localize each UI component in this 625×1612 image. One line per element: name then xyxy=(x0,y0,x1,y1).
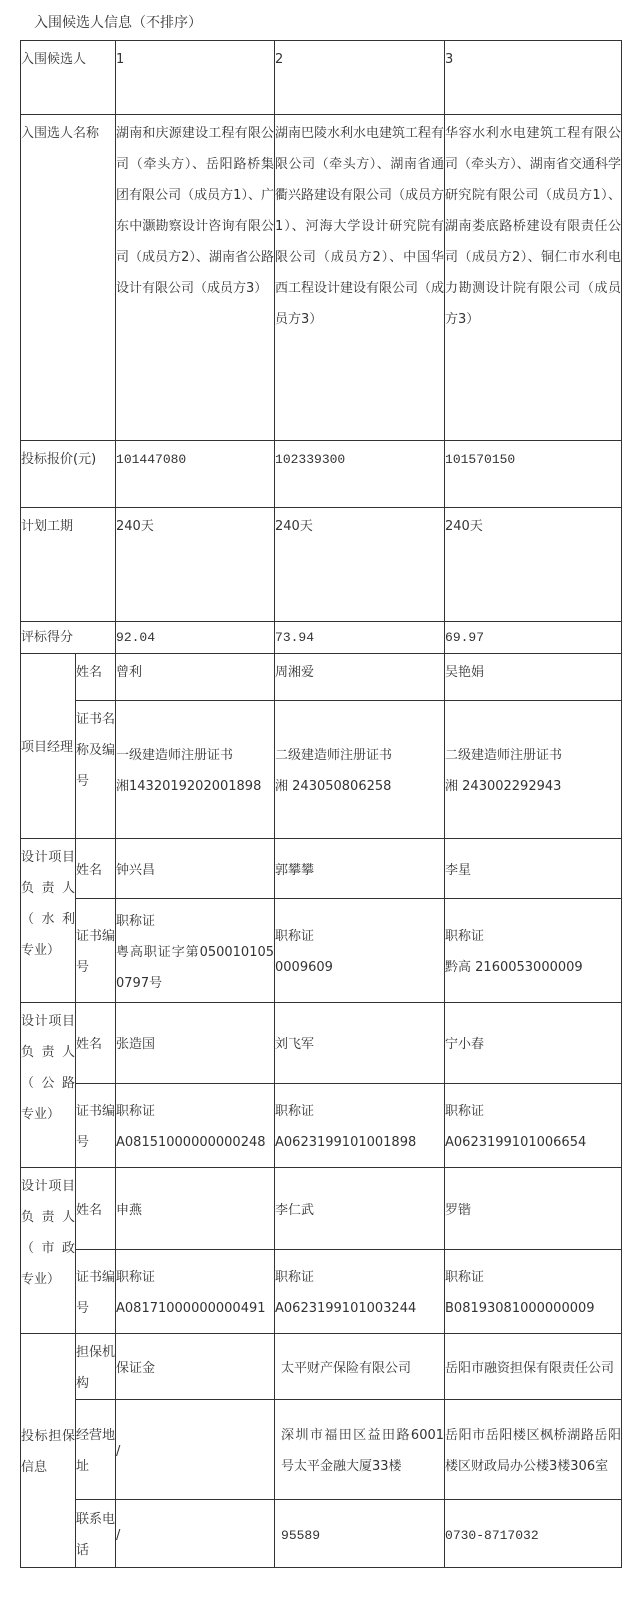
water-cert-1-title: 职称证 xyxy=(116,913,156,929)
road-name-1: 张造国 xyxy=(116,1003,275,1084)
header-label: 入围候选人 xyxy=(21,41,116,115)
price-row-label: 投标报价(元) xyxy=(21,441,116,508)
water-cert-1-number: 粤高职证字第0500101050797号 xyxy=(116,944,275,991)
guarantee-phone-2: 95589 xyxy=(275,1500,445,1568)
water-name-row xyxy=(21,839,622,899)
pm-cert-3-number: 湘 243002292943 xyxy=(445,779,562,794)
pm-name-2: 周湘爱 xyxy=(275,654,445,701)
muni-cert-3 xyxy=(445,1250,622,1334)
muni-cert-2-number: A0623199101003244 xyxy=(275,1301,417,1316)
guarantee-agency-1: 保证金 xyxy=(116,1334,275,1400)
water-cert-3-number: 黔高 2160053000009 xyxy=(445,960,583,975)
guarantee-address-label: 经营地址 xyxy=(76,1400,116,1500)
muni-name-3: 罗锴 xyxy=(445,1168,622,1250)
road-cert-label: 证书编号 xyxy=(76,1084,116,1168)
muni-cert-label: 证书编号 xyxy=(76,1250,116,1334)
guarantee-phone-row xyxy=(21,1500,622,1568)
road-cert-3-title: 职称证 xyxy=(445,1104,485,1119)
candidate-2-index: 2 xyxy=(275,41,445,115)
guarantee-address-2: 深圳市福田区益田路6001号太平金融大厦33楼 xyxy=(275,1400,445,1500)
water-cert-label: 证书编号 xyxy=(76,899,116,1003)
water-cert-2-number: 0009609 xyxy=(275,960,333,975)
road-name-2: 刘飞军 xyxy=(275,1003,445,1084)
score-row xyxy=(21,622,622,654)
guarantee-label: 投标担保信息 xyxy=(21,1334,76,1568)
water-cert-row xyxy=(21,899,622,1003)
road-cert-3 xyxy=(445,1084,622,1168)
guarantee-address-3: 岳阳市岳阳楼区枫桥湖路岳阳楼区财政局办公楼3楼306室 xyxy=(445,1400,622,1500)
candidate-3-score: 69.97 xyxy=(445,622,622,654)
candidate-2-period: 240天 xyxy=(275,508,445,622)
muni-label: 设计项目负责人（市政 专业） xyxy=(21,1168,76,1334)
candidate-1-index: 1 xyxy=(116,41,275,115)
water-cert-1 xyxy=(116,899,275,1003)
road-cert-1 xyxy=(116,1084,275,1168)
water-cert-3 xyxy=(445,899,622,1003)
pm-cert-1-number: 湘1432019202001898 xyxy=(116,779,262,794)
candidate-2-price: 102339300 xyxy=(275,441,445,508)
guarantee-agency-row xyxy=(21,1334,622,1400)
muni-name-2: 李仁武 xyxy=(275,1168,445,1250)
pm-label: 项目经理 xyxy=(21,654,76,839)
muni-cert-row xyxy=(21,1250,622,1334)
candidate-3-price: 101570150 xyxy=(445,441,622,508)
candidate-3-name: 华容水利水电建筑工程有限公司（牵头方）、湖南省交通科学研究院有限公司（成员方1）、湖南娄底路桥建设有限责任公司（成员方2）、铜仁市水利电力勘测设计院有限公司（成员方3） xyxy=(445,115,622,441)
guarantee-phone-label: 联系电话 xyxy=(76,1500,116,1568)
pm-cert-2-number: 湘 243050806258 xyxy=(275,779,392,794)
water-name-2: 郭攀攀 xyxy=(275,839,445,899)
road-name-row xyxy=(21,1003,622,1084)
road-cert-1-title: 职称证 xyxy=(116,1104,156,1119)
score-row-label: 评标得分 xyxy=(21,622,116,654)
candidate-1-period: 240天 xyxy=(116,508,275,622)
muni-cert-1 xyxy=(116,1250,275,1334)
price-row xyxy=(21,441,622,508)
guarantee-address-1: / xyxy=(116,1400,275,1500)
pm-cert-1 xyxy=(116,701,275,839)
road-cert-1-number: A08151000000000248 xyxy=(116,1135,266,1150)
pm-cert-2-title: 二级建造师注册证书 xyxy=(275,748,393,763)
guarantee-phone-1: / xyxy=(116,1500,275,1568)
guarantee-agency-3: 岳阳市融资担保有限责任公司 xyxy=(445,1334,622,1400)
water-label: 设计项目负责人（水利 专业） xyxy=(21,839,76,1003)
muni-cert-2-title: 职称证 xyxy=(275,1270,315,1285)
muni-cert-2 xyxy=(275,1250,445,1334)
pm-cert-label: 证书名称及编号 xyxy=(76,701,116,839)
road-name-3: 宁小春 xyxy=(445,1003,622,1084)
candidate-1-score: 92.04 xyxy=(116,622,275,654)
pm-cert-row xyxy=(21,701,622,839)
guarantee-agency-2: 太平财产保险有限公司 xyxy=(275,1334,445,1400)
candidate-3-period: 240天 xyxy=(445,508,622,622)
water-name-label: 姓名 xyxy=(76,839,116,899)
candidate-2-name: 湖南巴陵水利水电建筑工程有限公司（牵头方）、湖南省通衢兴路建设有限公司（成员方1）、河海大学设计研究院有限公司（成员方2）、中国华西工程设计建设有限公司（成员方3） xyxy=(275,115,445,441)
pm-name-3: 吴艳娟 xyxy=(445,654,622,701)
road-name-label: 姓名 xyxy=(76,1003,116,1084)
pm-cert-3 xyxy=(445,701,622,839)
table-caption: 入围候选人信息（不排序） xyxy=(34,15,202,31)
water-cert-3-title: 职称证 xyxy=(445,929,485,944)
muni-name-row xyxy=(21,1168,622,1250)
pm-name-label: 姓名 xyxy=(76,654,116,701)
road-cert-3-number: A0623199101006654 xyxy=(445,1135,587,1150)
candidate-2-score: 73.94 xyxy=(275,622,445,654)
water-name-3: 李星 xyxy=(445,839,622,899)
name-row xyxy=(21,115,622,441)
candidate-table xyxy=(20,40,622,1568)
muni-name-label: 姓名 xyxy=(76,1168,116,1250)
road-cert-2 xyxy=(275,1084,445,1168)
muni-cert-1-number: A08171000000000491 xyxy=(116,1301,266,1316)
guarantee-address-row xyxy=(21,1400,622,1500)
muni-cert-1-title: 职称证 xyxy=(116,1270,156,1285)
pm-name-1: 曾利 xyxy=(116,654,275,701)
period-row-label: 计划工期 xyxy=(21,508,116,622)
water-name-1: 钟兴昌 xyxy=(116,839,275,899)
pm-name-row xyxy=(21,654,622,701)
water-cert-2-title: 职称证 xyxy=(275,929,315,944)
road-label: 设计项目负责人（公路 专业） xyxy=(21,1003,76,1168)
pm-cert-2 xyxy=(275,701,445,839)
water-cert-2 xyxy=(275,899,445,1003)
candidate-3-index: 3 xyxy=(445,41,622,115)
pm-cert-3-title: 二级建造师注册证书 xyxy=(445,748,563,763)
name-row-label: 入围选人名称 xyxy=(21,115,116,441)
candidate-1-price: 101447080 xyxy=(116,441,275,508)
road-cert-2-title: 职称证 xyxy=(275,1104,315,1119)
muni-cert-3-number: B08193081000000009 xyxy=(445,1301,595,1316)
guarantee-phone-3: 0730-8717032 xyxy=(445,1500,622,1568)
muni-name-1: 申燕 xyxy=(116,1168,275,1250)
guarantee-agency-label: 担保机构 xyxy=(76,1334,116,1400)
road-cert-row xyxy=(21,1084,622,1168)
header-row xyxy=(21,41,622,115)
candidate-1-name: 湖南和庆源建设工程有限公司（牵头方）、岳阳路桥集团有限公司（成员方1）、广东中灏勘察设计咨询有限公司（成员方2）、湖南省公路设计有限公司（成员方3） xyxy=(116,115,275,441)
pm-cert-1-title: 一级建造师注册证书 xyxy=(116,748,234,763)
road-cert-2-number: A0623199101001898 xyxy=(275,1135,417,1150)
muni-cert-3-title: 职称证 xyxy=(445,1270,485,1285)
period-row xyxy=(21,508,622,622)
